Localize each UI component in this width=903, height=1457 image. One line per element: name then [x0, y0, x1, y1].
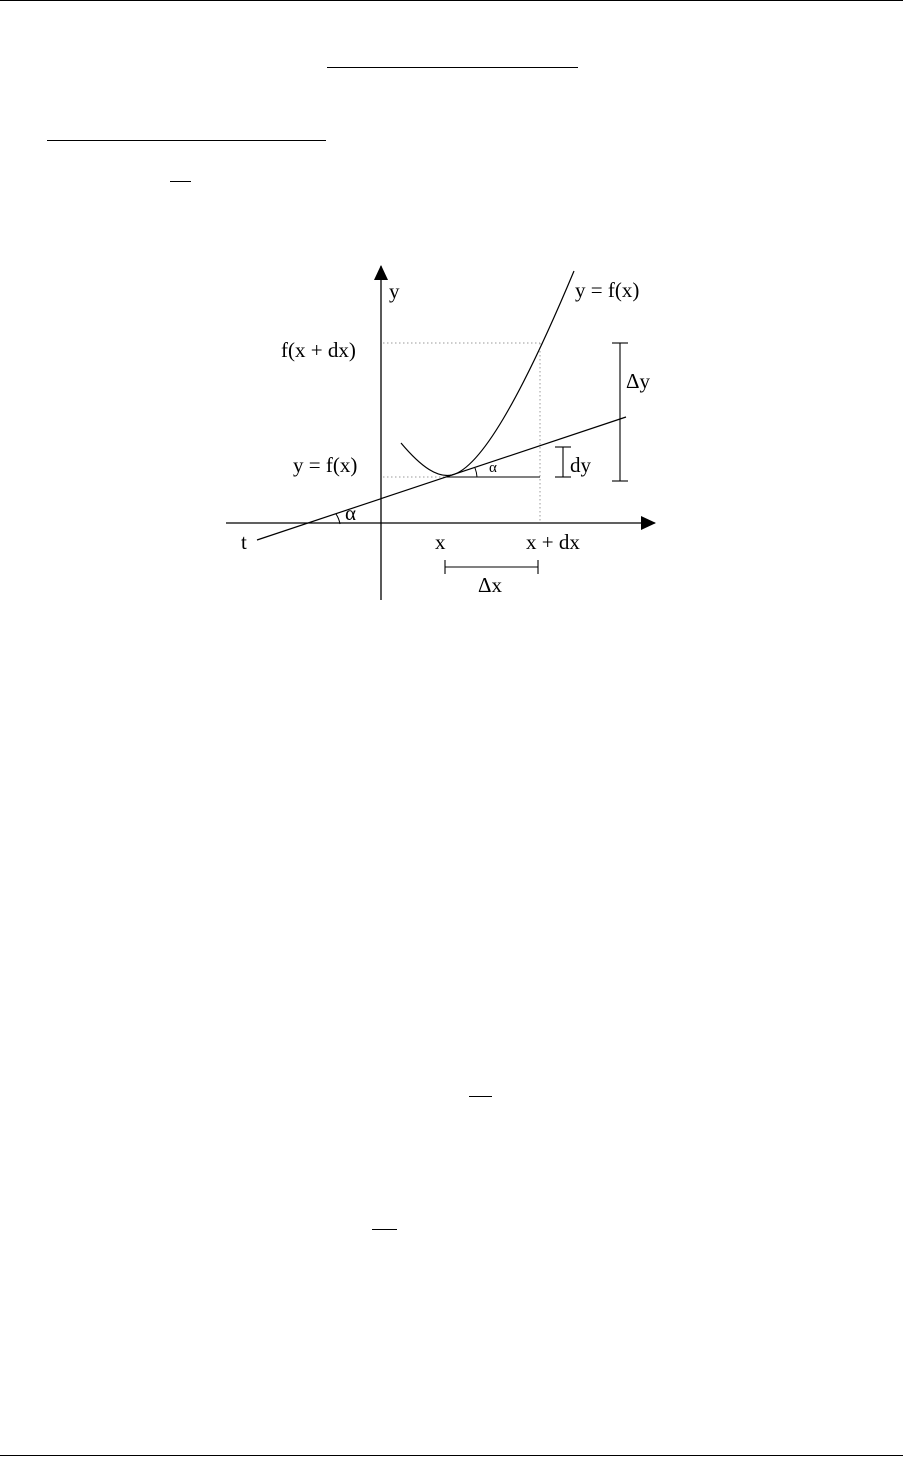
tangent-t-label: t [241, 530, 247, 554]
dy-bracket [555, 447, 571, 477]
y-axis-label: y [389, 279, 400, 303]
tangent-line [257, 417, 626, 540]
dy-label: dy [570, 453, 591, 477]
alpha-large-label: α [345, 501, 357, 525]
delta-x-label: Δx [478, 573, 503, 597]
fraction-bar [372, 1229, 397, 1230]
x-label: x [435, 530, 446, 554]
delta-y-label: Δy [626, 369, 651, 393]
delta-x-bracket [445, 560, 538, 574]
delta-y-bracket [612, 343, 628, 481]
f-x-plus-dx-label: f(x + dx) [281, 338, 356, 362]
fraction-bar [469, 1096, 492, 1097]
alpha-small-label: α [489, 460, 497, 476]
function-curve [401, 271, 574, 476]
page-bottom-rule [0, 1455, 903, 1456]
curve-label: y = f(x) [575, 278, 640, 302]
x-plus-dx-label: x + dx [526, 530, 580, 554]
guide-lines [383, 343, 540, 523]
y-eq-fx-label: y = f(x) [293, 453, 358, 477]
angle-arc-small [475, 468, 477, 477]
